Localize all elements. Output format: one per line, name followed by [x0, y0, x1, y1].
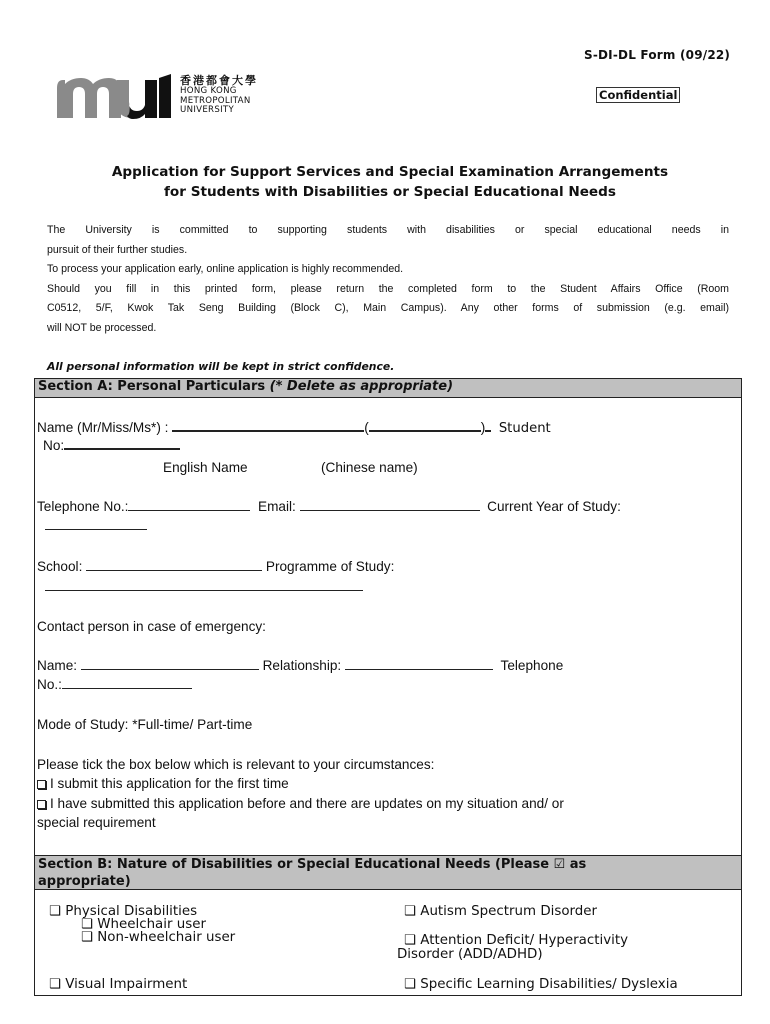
- year-of-study-field[interactable]: [45, 517, 147, 530]
- emergency-telephone-field[interactable]: [62, 676, 192, 689]
- option-resubmit-cont: special requirement: [37, 815, 156, 830]
- item-label: Autism Spectrum Disorder: [420, 904, 598, 919]
- tick-instruction: Please tick the box below which is relevant to your circumstances:: [37, 757, 435, 772]
- intro-p3-line1: Should you fill in this printed form, please return the completed form to the Student Affairs Office (Room: [47, 282, 729, 295]
- checkbox-icon[interactable]: ❑: [404, 933, 417, 948]
- item-label: Specific Learning Disabilities/ Dyslexia: [420, 977, 678, 992]
- item-label: Attention Deficit/ Hyperactivity: [420, 933, 629, 948]
- section-a-title: Section A: Personal Particulars: [38, 379, 270, 394]
- telephone-field[interactable]: [128, 498, 250, 511]
- item-adhd[interactable]: [404, 934, 628, 948]
- option-resubmit[interactable]: [37, 795, 564, 813]
- form-code: S-DI-DL Form (09/22): [584, 48, 731, 62]
- year-label: Current Year of Study:: [487, 499, 621, 514]
- school-row: [37, 558, 394, 576]
- english-name-caption: English Name: [163, 460, 248, 475]
- mode-of-study[interactable]: Mode of Study: *Full-time/ Part-time: [37, 717, 253, 732]
- emergency-row: [37, 657, 563, 675]
- logo-english-line-1: HONG KONG: [180, 86, 237, 96]
- item-autism[interactable]: [404, 905, 597, 919]
- chinese-name-field[interactable]: [369, 419, 481, 432]
- item-label: Non-wheelchair user: [97, 930, 236, 945]
- item-visual-impairment[interactable]: [49, 978, 187, 992]
- checkbox-icon[interactable]: ❑: [81, 930, 94, 945]
- mu-logo-mark-icon: [55, 74, 175, 120]
- checkbox-first-time-icon[interactable]: [37, 780, 46, 789]
- name-label: Name (Mr/Miss/Ms*) :: [37, 420, 173, 435]
- year-row: [45, 517, 147, 535]
- telephone-label: Telephone No.:: [37, 499, 129, 514]
- underline-gap: [485, 419, 491, 432]
- programme-label: Programme of Study:: [265, 559, 395, 574]
- item-label: Visual Impairment: [65, 977, 188, 992]
- form-title: [40, 162, 740, 202]
- checkbox-icon[interactable]: ❑: [404, 904, 417, 919]
- item-adhd-cont: Disorder (ADD/ADHD): [397, 947, 543, 962]
- form-title-line-1: Application for Support Services and Special Examination Arrangements: [111, 164, 669, 180]
- name-row: [37, 419, 551, 438]
- programme-row: [45, 578, 363, 596]
- intro-p3-line2: C0512, 5/F, Kwok Tak Seng Building (Block C), Main Campus). Any other forms of submission (e.g. email): [47, 302, 729, 315]
- checkbox-icon[interactable]: ❑: [81, 917, 94, 932]
- emergency-heading: Contact person in case of emergency:: [37, 619, 266, 634]
- intro-text: [47, 221, 729, 339]
- intro-p1-line1: The University is committed to supporting students with disabilities or special educational needs in: [47, 224, 729, 236]
- logo-english-line-3: UNIVERSITY: [180, 105, 235, 116]
- section-b-title-line-2: appropriate): [38, 873, 131, 889]
- intro-p2: To process your application early, online application is highly recommended.: [47, 263, 404, 276]
- close-paren: ): [480, 420, 486, 435]
- relationship-label: Relationship:: [262, 658, 345, 673]
- section-b-heading: [35, 855, 741, 890]
- school-label: School:: [37, 559, 87, 574]
- university-logo: [55, 72, 285, 122]
- intro-p1-line2: pursuit of their further studies.: [47, 243, 188, 256]
- emergency-name-field[interactable]: [81, 657, 259, 670]
- checkbox-icon[interactable]: ❑: [49, 904, 62, 919]
- emergency-name-label: Name:: [37, 658, 81, 673]
- option-first-time-label: I submit this application for the first time: [50, 776, 289, 791]
- open-paren: (: [364, 420, 369, 435]
- application-form: [34, 378, 742, 996]
- section-a-note: (* Delete as appropriate): [269, 379, 454, 394]
- emergency-tel-row: [37, 676, 192, 694]
- item-label: Physical Disabilities: [65, 904, 198, 919]
- logo-english-line-2: METROPOLITAN: [180, 95, 251, 106]
- school-field[interactable]: [86, 558, 262, 571]
- emergency-tel-no-label: No.:: [37, 677, 62, 692]
- english-name-field[interactable]: [172, 419, 364, 432]
- programme-field[interactable]: [45, 578, 363, 591]
- option-resubmit-label: I have submitted this application before and there are updates on my situation and/ or: [50, 796, 564, 811]
- item-label: Wheelchair user: [97, 917, 206, 932]
- form-title-line-2: for Students with Disabilities or Special Educational Needs: [164, 184, 616, 200]
- item-non-wheelchair-user[interactable]: [81, 931, 235, 945]
- section-b-title-line-1: Section B: Nature of Disabilities or Special Educational Needs (Please ☑ as: [38, 857, 587, 872]
- logo-chinese-name: 香港都會大學: [180, 74, 258, 87]
- email-label: Email:: [258, 499, 300, 514]
- checkbox-icon[interactable]: ❑: [404, 977, 417, 992]
- checkbox-icon[interactable]: ❑: [49, 977, 62, 992]
- student-no-label: No:: [43, 438, 65, 453]
- confidentiality-note: All personal information will be kept in strict confidence.: [47, 360, 395, 373]
- option-first-time[interactable]: [37, 775, 289, 793]
- confidential-label: Confidential: [596, 87, 680, 103]
- emergency-telephone-label: Telephone: [500, 658, 564, 673]
- student-no-row: [43, 437, 180, 455]
- checkbox-resubmit-icon[interactable]: [37, 800, 46, 809]
- contact-row: [37, 498, 621, 516]
- section-a-heading: [35, 379, 741, 398]
- relationship-field[interactable]: [345, 657, 493, 670]
- student-label: Student: [498, 421, 551, 436]
- chinese-name-caption: (Chinese name): [321, 460, 418, 475]
- intro-p3-line3: will NOT be processed.: [47, 321, 157, 334]
- student-no-field[interactable]: [64, 437, 180, 450]
- item-learning-disabilities[interactable]: [404, 978, 678, 992]
- email-field[interactable]: [300, 498, 480, 511]
